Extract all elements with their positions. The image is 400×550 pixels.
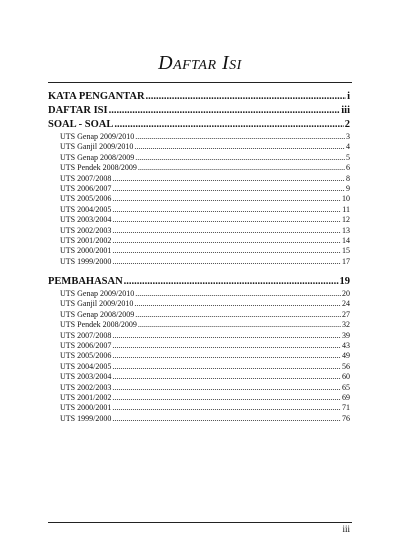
dot-leader: [135, 153, 345, 163]
toc-subentry-soal[interactable]: [48, 132, 350, 142]
toc-entry-label: UTS 2003/2004: [60, 372, 112, 382]
toc-entry-label: UTS 2005/2006: [60, 351, 112, 361]
toc-entry-page: iii: [341, 105, 350, 116]
toc-subentry-soal[interactable]: [48, 257, 350, 267]
toc-entry-page: 65: [342, 382, 350, 392]
toc-entry-page: 3: [346, 132, 350, 141]
toc-entry-soal-soal[interactable]: [48, 118, 350, 132]
toc-entry-label: UTS 1999/2000: [60, 256, 112, 266]
toc-subentry-soal[interactable]: [48, 215, 350, 225]
toc-entry-page: 14: [342, 235, 350, 245]
title-divider: [48, 82, 352, 83]
toc-entry-kata-pengantar[interactable]: [48, 90, 350, 104]
toc-entry-label: UTS 2002/2003: [60, 382, 112, 392]
toc-entry-page: 24: [342, 299, 350, 309]
toc-entry-page: 76: [342, 413, 350, 423]
footer-divider: [48, 522, 352, 523]
dot-leader: [112, 184, 345, 194]
toc-entry-page: 9: [346, 183, 350, 193]
toc-subentry-pembahasan[interactable]: [48, 372, 350, 382]
toc-subentry-soal[interactable]: [48, 174, 350, 184]
dot-leader: [134, 299, 341, 309]
toc-subentry-pembahasan[interactable]: [48, 341, 350, 351]
section-gap: [48, 267, 350, 275]
toc-subentry-soal[interactable]: [48, 163, 350, 173]
toc-subentry-soal[interactable]: [48, 194, 350, 204]
dot-leader: [146, 90, 347, 104]
toc-subentry-pembahasan[interactable]: [48, 331, 350, 341]
toc-entry-label: UTS Ganjil 2009/2010: [60, 299, 134, 309]
toc-subentry-pembahasan[interactable]: [48, 351, 350, 361]
toc-entry-page: 43: [342, 341, 350, 351]
toc-entry-label: UTS Genap 2009/2010: [60, 132, 135, 141]
toc-subentry-pembahasan[interactable]: [48, 362, 350, 372]
toc-entry-page: i: [347, 91, 350, 102]
toc-entry-page: 56: [342, 361, 350, 371]
dot-leader: [135, 289, 341, 299]
toc-subentry-soal[interactable]: [48, 226, 350, 236]
toc-entry-label: UTS 2003/2004: [60, 215, 112, 225]
toc-entry-label: UTS Pendek 2008/2009: [60, 163, 137, 173]
toc-entry-label: UTS Pendek 2008/2009: [60, 320, 137, 330]
dot-leader: [135, 310, 341, 320]
toc-entry-page: 20: [342, 289, 350, 299]
toc-subentry-soal[interactable]: [48, 184, 350, 194]
toc-subentry-soal[interactable]: [48, 142, 350, 152]
toc-entry-label: UTS Genap 2009/2010: [60, 289, 135, 299]
toc-entry-label: PEMBAHASAN: [48, 276, 123, 288]
toc-subentry-soal[interactable]: [48, 205, 350, 215]
toc-subentry-pembahasan[interactable]: [48, 403, 350, 413]
dot-leader: [112, 372, 341, 382]
toc-entry-label: UTS 2002/2003: [60, 225, 112, 235]
footer-page-number: iii: [342, 524, 350, 534]
dot-leader: [124, 275, 339, 289]
toc-entry-page: 4: [346, 142, 350, 152]
toc-entry-page: 19: [339, 276, 350, 288]
toc-entry-page: 49: [342, 351, 350, 361]
toc-entry-label: UTS 2005/2006: [60, 194, 112, 204]
toc-entry-label: UTS Ganjil 2009/2010: [60, 142, 134, 152]
dot-leader: [109, 104, 341, 118]
toc-entry-page: 6: [346, 163, 350, 173]
toc-subentry-soal[interactable]: [48, 236, 350, 246]
toc-entry-page: 27: [342, 309, 350, 319]
dot-leader: [112, 246, 341, 256]
toc-entry-label: UTS 2000/2001: [60, 246, 112, 256]
toc-subentry-pembahasan[interactable]: [48, 320, 350, 330]
toc-entry-page: 2: [344, 119, 350, 130]
toc-entry-page: 71: [342, 403, 350, 413]
toc-entry-label: UTS 2007/2008: [60, 173, 112, 183]
toc-subentry-pembahasan[interactable]: [48, 414, 350, 424]
dot-leader: [114, 118, 343, 132]
dot-leader: [135, 132, 345, 142]
table-of-contents: [48, 90, 350, 424]
toc-entry-page: 15: [342, 246, 350, 256]
toc-entry-label: UTS 2001/2002: [60, 235, 112, 245]
dot-leader: [112, 236, 341, 246]
toc-entry-page: 10: [342, 194, 350, 204]
toc-entry-page: 60: [342, 372, 350, 382]
dot-leader: [112, 205, 341, 215]
dot-leader: [112, 341, 341, 351]
toc-entry-label: UTS Genap 2008/2009: [60, 309, 135, 319]
dot-leader: [134, 142, 345, 152]
toc-entry-label: UTS 1999/2000: [60, 413, 112, 423]
toc-entry-label: SOAL - SOAL: [48, 119, 114, 130]
toc-entry-label: UTS 2006/2007: [60, 341, 112, 351]
toc-entry-label: UTS 2007/2008: [60, 330, 112, 340]
toc-entry-pembahasan[interactable]: [48, 275, 350, 289]
dot-leader: [112, 362, 341, 372]
dot-leader: [112, 383, 341, 393]
toc-subentry-pembahasan[interactable]: [48, 310, 350, 320]
toc-entry-page: 32: [342, 320, 350, 330]
toc-subentry-pembahasan[interactable]: [48, 299, 350, 309]
toc-subentry-pembahasan[interactable]: [48, 393, 350, 403]
dot-leader: [112, 331, 341, 341]
toc-entry-label: DAFTAR ISI: [48, 105, 108, 116]
toc-entry-label: UTS 2004/2005: [60, 204, 112, 214]
toc-entry-label: UTS 2006/2007: [60, 183, 112, 193]
dot-leader: [112, 414, 341, 424]
toc-entry-page: 69: [342, 392, 350, 402]
dot-leader: [112, 257, 341, 267]
toc-entry-label: UTS 2004/2005: [60, 361, 112, 371]
toc-entry-label: KATA PENGANTAR: [48, 91, 145, 102]
toc-subentry-pembahasan[interactable]: [48, 289, 350, 299]
dot-leader: [112, 174, 345, 184]
toc-subentry-soal[interactable]: [48, 153, 350, 163]
toc-entry-daftar-isi[interactable]: [48, 104, 350, 118]
toc-entry-page: 11: [342, 204, 350, 214]
toc-entry-page: 39: [342, 330, 350, 340]
dot-leader: [112, 226, 341, 236]
toc-entry-page: 17: [342, 256, 350, 266]
dot-leader: [112, 215, 341, 225]
toc-entry-page: 12: [342, 215, 350, 225]
toc-entry-label: UTS 2001/2002: [60, 392, 112, 402]
dot-leader: [112, 351, 341, 361]
dot-leader: [138, 320, 341, 330]
page-title: Daftar Isi: [158, 52, 242, 74]
dot-leader: [138, 163, 345, 173]
toc-entry-label: UTS Genap 2008/2009: [60, 152, 135, 162]
toc-entry-label: UTS 2000/2001: [60, 403, 112, 413]
dot-leader: [112, 194, 341, 204]
toc-entry-page: 8: [346, 173, 350, 183]
toc-entry-page: 13: [342, 225, 350, 235]
toc-subentry-pembahasan[interactable]: [48, 383, 350, 393]
dot-leader: [112, 403, 341, 413]
dot-leader: [112, 393, 341, 403]
toc-entry-page: 5: [346, 152, 350, 162]
toc-subentry-soal[interactable]: [48, 246, 350, 256]
